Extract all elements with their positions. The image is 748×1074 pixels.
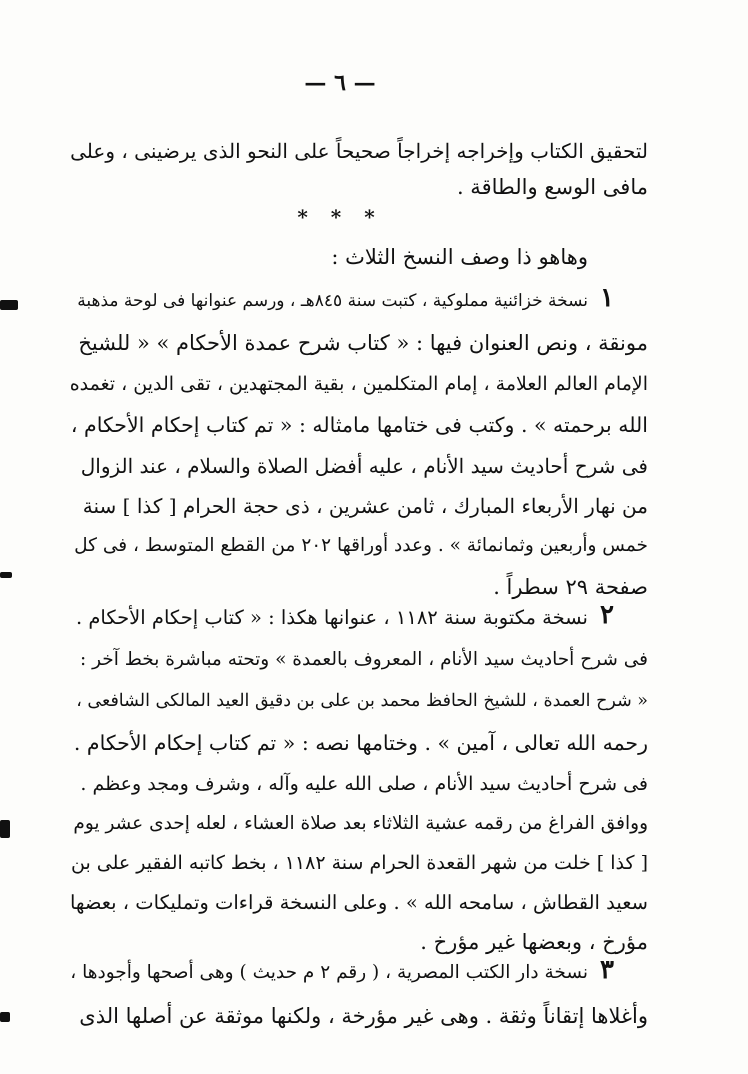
item-2-line: سعيد القطاش ، سامحه الله » . وعلى النسخة قراءات وتمليكات ، بعضها [69, 891, 648, 914]
page-number: — ٦ — [304, 70, 376, 96]
item-1-line: خمس وأربعين وثمانمائة » . وعدد أوراقها ٢٠٢ من القطع المتوسط ، فى كل [74, 535, 648, 556]
item-1-line: الله برحمته » . وكتب فى ختامها مامثاله : « تم كتاب إحكام الأحكام ، [70, 413, 648, 437]
item-1-line: من نهار الأربعاء المبارك ، ثامن عشرين ، ذى حجة الحرام [ كذا ] سنة [82, 494, 648, 518]
item-1-line: الإمام العالم العلامة ، إمام المتكلمين ، بقية المجتهدين ، تقى الدين ، تغمده [69, 373, 648, 395]
item-1-line: نسخة خزائنية مملوكية ، كتبت سنة ٨٤٥هـ ، ورسم عنوانها فى لوحة مذهبة [77, 291, 588, 311]
item-2-line: فى شرح أحاديث سيد الأنام ، المعروف بالعمدة » وتحته مباشرة بخط آخر : [79, 649, 648, 670]
item-2-line: رحمه الله تعالى ، آمين » . وختامها نصه : « تم كتاب إحكام الأحكام . [73, 731, 648, 755]
item-2-line: [ كذا ] خلت من شهر القعدة الحرام سنة ١١٨٢ ، بخط كاتبه الفقير على بن [70, 852, 648, 874]
item-2-line: فى شرح أحاديث سيد الأنام ، صلى الله عليه وآله ، وشرف ومجد وعظم . [80, 773, 648, 795]
scan-mark [0, 572, 12, 578]
scan-mark [0, 820, 10, 838]
item-3-line: وأغلاها إتقاناً وثقة . وهى غير مؤرخة ، ولكنها موثقة عن أصلها الذى [79, 1004, 648, 1028]
item-3-line: نسخة دار الكتب المصرية ، ( رقم ٢ م حديث ) وهى أصحها وأجودها ، [70, 962, 588, 983]
intro-line: مافى الوسع والطاقة . [456, 175, 648, 199]
description-heading: وهاهو ذا وصف النسخ الثلاث : [331, 245, 588, 269]
scan-mark [0, 1012, 10, 1022]
item-1-line: مونقة ، ونص العنوان فيها : « كتاب شرح عمدة الأحكام » « للشيخ [78, 331, 648, 355]
item-2-line: مؤرخ ، وبعضها غير مؤرخ . [420, 930, 648, 954]
item-number: ٣ [600, 955, 614, 985]
item-1-line: صفحة ٢٩ سطراً . [493, 575, 648, 599]
item-2-line: ووافق الفراغ من رقمه عشية الثلاثاء بعد صلاة العشاء ، لعله إحدى عشر يوم [73, 813, 648, 834]
scan-mark [0, 300, 18, 310]
item-2-line: « شرح العمدة ، للشيخ الحافظ محمد بن على بن دقيق العيد المالكى الشافعى ، [76, 691, 648, 711]
item-number: ٢ [600, 600, 614, 630]
item-2-line: نسخة مكتوبة سنة ١١٨٢ ، عنوانها هكذا : « كتاب إحكام الأحكام . [75, 606, 588, 629]
item-1-line: فى شرح أحاديث سيد الأنام ، عليه أفضل الصلاة والسلام ، عند الزوال [80, 454, 648, 478]
item-number: ١ [600, 283, 614, 313]
section-separator: * * * [297, 205, 383, 229]
intro-line: لتحقيق الكتاب وإخراجه إخراجاً صحيحاً على النحو الذى يرضينى ، وعلى [70, 139, 648, 163]
